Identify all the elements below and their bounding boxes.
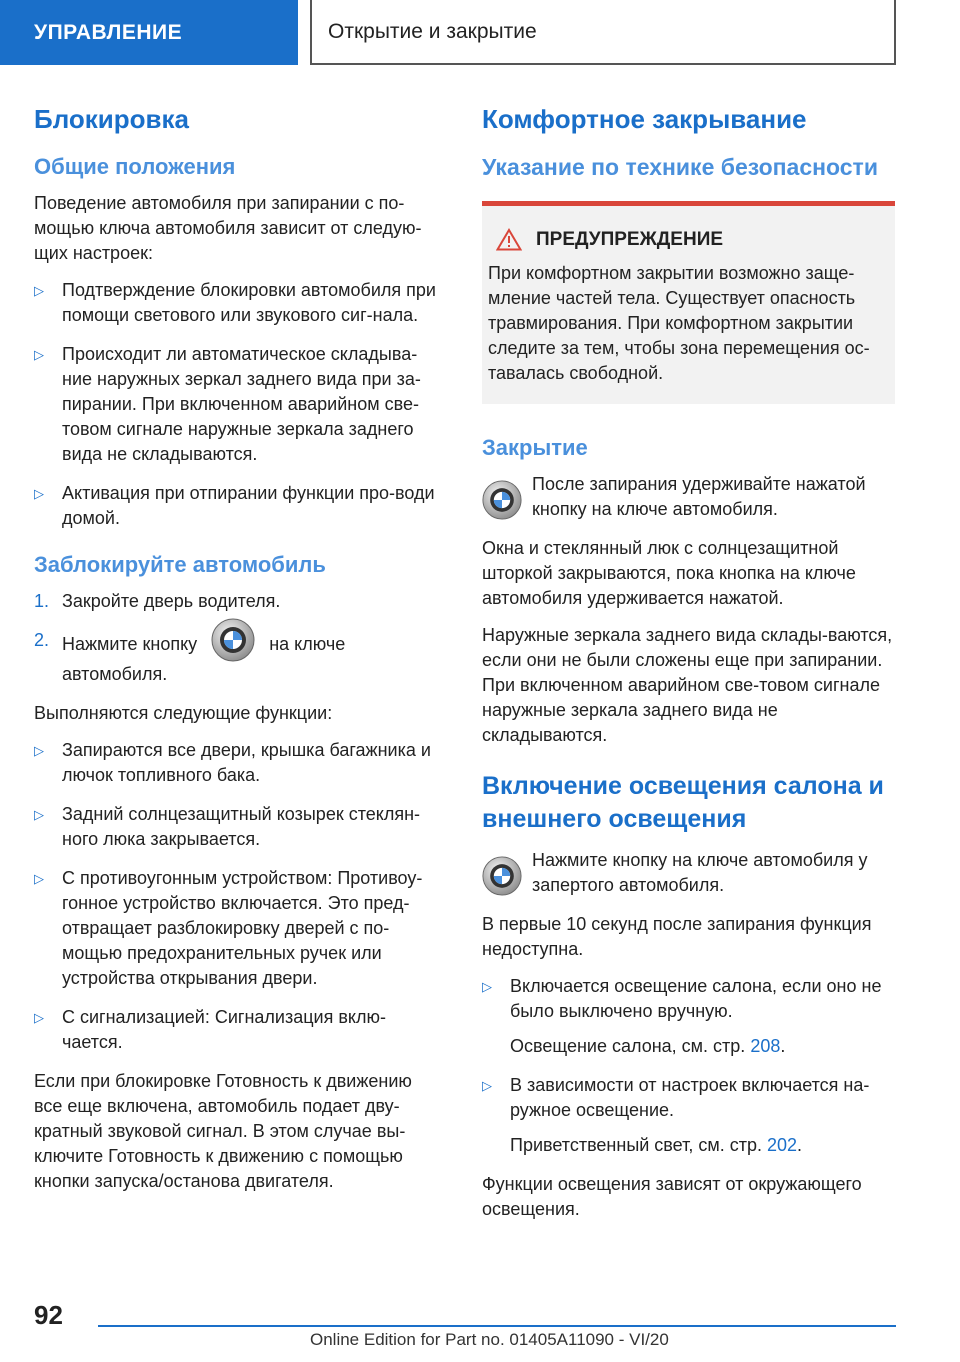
key-instruction-light: Нажмите кнопку на ключе автомобиля у запертого автомобиля. xyxy=(482,848,895,898)
list-item: ▷ Запираются все двери, крышка багажника и лючок топливного бака. xyxy=(34,740,431,785)
paragraph-depend: Функции освещения зависят от окружающего освещения. xyxy=(482,1174,862,1219)
triangle-right-icon: ▷ xyxy=(34,347,44,362)
list-item: ▷ С противоугонным устройством: Противоу-гонное устройство включается. Это пред-отвращает разблокировку дверей с по-мощью предохранительных ручек или устройства открывания двери. xyxy=(34,868,423,988)
functions-list xyxy=(34,738,440,1055)
warning-title: ПРЕДУПРЕЖДЕНИЕ xyxy=(488,228,887,251)
heading-comfort: Комфортное закрывание xyxy=(482,104,807,134)
heading-light: Включение освещения салона и внешнего освещения xyxy=(482,772,884,833)
heading-lock: Блокировка xyxy=(34,104,189,134)
paragraph-intro: Поведение автомобиля при запирании с по-мощью ключа автомобиля зависит от следую-щих настроек: xyxy=(34,193,422,263)
triangle-right-icon: ▷ xyxy=(34,283,44,298)
step-item: 2. Нажмите кнопку на ключе автомобиля. xyxy=(34,628,440,687)
triangle-right-icon: ▷ xyxy=(34,1010,44,1025)
heading-lock-car: Заблокируйте автомобиль xyxy=(34,552,326,577)
bmw-key-button-icon xyxy=(482,480,522,520)
paragraph-functions: Выполняются следующие функции: xyxy=(34,703,333,723)
list-item: ▷ С сигнализацией: Сигнализация вклю-чается. xyxy=(34,1007,386,1052)
header-chapter-label: Открытие и закрытие xyxy=(328,19,537,43)
paragraph-windows: Окна и стеклянный люк с солнцезащитной шторкой закрываются, пока кнопка на ключе автомобиля удерживается нажатой. xyxy=(482,538,856,608)
heading-close: Закрытие xyxy=(482,435,588,460)
header-section-label: УПРАВЛЕНИЕ xyxy=(34,20,183,44)
header-section xyxy=(0,0,298,65)
step-item: 1. Закройте дверь водителя. xyxy=(34,591,281,611)
warning-box xyxy=(482,201,895,404)
bmw-key-button-icon xyxy=(211,618,255,662)
triangle-right-icon: ▷ xyxy=(34,743,44,758)
heading-general: Общие положения xyxy=(34,154,236,179)
left-column xyxy=(34,95,440,1206)
paragraph-end: Если при блокировке Готовность к движению все еще включена, автомобиль подает дву-кратный звуковой сигнал. В этом случае вы-ключите Готовность к движению с помощью кнопки запуска/останова двигателя. xyxy=(34,1071,412,1191)
triangle-right-icon: ▷ xyxy=(482,979,492,994)
triangle-right-icon: ▷ xyxy=(34,871,44,886)
right-column xyxy=(482,95,895,1234)
heading-safety: Указание по технике безопасности xyxy=(482,154,878,180)
cross-reference: Освещение салона, см. стр. 208. xyxy=(510,1036,786,1056)
triangle-right-icon: ▷ xyxy=(34,486,44,501)
triangle-right-icon: ▷ xyxy=(482,1078,492,1093)
list-item: ▷ Включается освещение салона, если оно не было выключено вручную. Освещение салона, см. стр. 208. xyxy=(482,974,895,1059)
page-number: 92 xyxy=(34,1300,63,1330)
list-item: ▷ Задний солнцезащитный козырек стеклян-ного люка закрывается. xyxy=(34,804,421,849)
triangle-right-icon: ▷ xyxy=(34,807,44,822)
light-list xyxy=(482,974,895,1158)
footer-edition: Online Edition for Part no. 01405A11090 - VI/20 xyxy=(310,1330,669,1349)
list-item: ▷ Подтверждение блокировки автомобиля при помощи светового или звукового сиг-нала. xyxy=(34,280,436,325)
header-chapter xyxy=(310,0,896,65)
warning-triangle-icon xyxy=(496,228,522,251)
paragraph-mirrors: Наружные зеркала заднего вида склады-ваются, если они не были сложены еще при запирании. При включенном аварийном све-товом сигнале наружные зеркала заднего вида не складываются. xyxy=(482,625,893,745)
bmw-key-button-icon xyxy=(482,856,522,896)
list-item: ▷ В зависимости от настроек включается на-ружное освещение. Приветственный свет, см. стр. 202. xyxy=(482,1073,895,1158)
warning-text: При комфортном закрытии возможно зaще-мление частей тела. Существует опасность травмирования. При комфортном закрытии следите за тем, чтобы зона перемещения ос-тавалась свободной. xyxy=(488,263,870,383)
settings-list xyxy=(34,278,440,531)
cross-reference: Приветственный свет, см. стр. 202. xyxy=(510,1135,803,1155)
list-item: ▷ Активация при отпирании функции про-води домой. xyxy=(34,483,435,528)
page-link-208[interactable]: 208 xyxy=(750,1036,781,1056)
steps-list xyxy=(34,589,440,687)
paragraph-first: В первые 10 секунд после запирания функция недоступна. xyxy=(482,914,872,959)
list-item: ▷ Происходит ли автоматическое складыва-ние наружных зеркал заднего вида при за-пирании. При включенном аварийном све-товом сигнале наружные зеркала заднего вида не складываются. xyxy=(34,344,421,464)
key-instruction-close: После запирания удерживайте нажатой кнопку на ключе автомобиля. xyxy=(482,472,895,522)
page-link-202[interactable]: 202 xyxy=(766,1135,798,1155)
footer-divider xyxy=(98,1325,896,1327)
